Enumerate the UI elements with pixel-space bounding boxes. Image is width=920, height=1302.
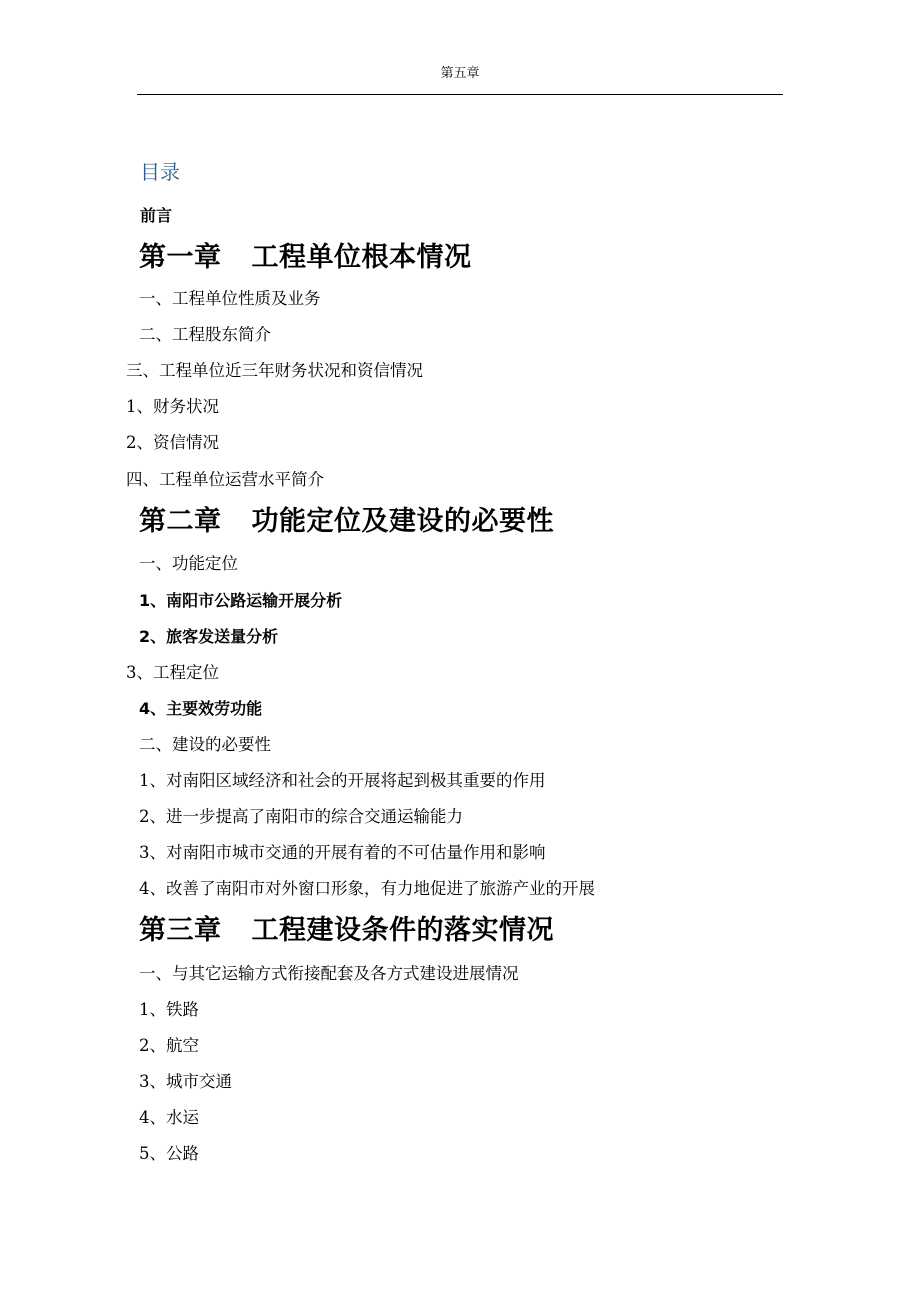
toc-preface: 前言 <box>140 206 173 225</box>
toc-entry: 3、城市交通 <box>139 1072 232 1091</box>
toc-entry: 一、与其它运输方式衔接配套及各方式建设进展情况 <box>139 964 519 983</box>
toc-entry: 二、建设的必要性 <box>139 735 271 754</box>
toc-entry: 1、铁路 <box>139 1000 199 1019</box>
toc-entry: 1、财务状况 <box>126 397 219 416</box>
toc-entry: 4、改善了南阳市对外窗口形象，有力地促进了旅游产业的开展 <box>139 879 595 898</box>
toc-entry: 四、工程单位运营水平简介 <box>126 470 324 489</box>
header-divider <box>137 94 783 95</box>
chapter-2-title: 功能定位及建设的必要性 <box>251 506 554 537</box>
toc-entry: 一、工程单位性质及业务 <box>139 289 321 308</box>
chapter-1-number: 第一章 <box>139 242 222 273</box>
toc-entry: 2、航空 <box>139 1036 199 1055</box>
chapter-1-heading <box>139 241 472 275</box>
toc-entry: 二、工程股东简介 <box>139 325 271 344</box>
chapter-1-title: 工程单位根本情况 <box>251 242 472 273</box>
chapter-2-number: 第二章 <box>139 506 222 537</box>
toc-entry: 3、工程定位 <box>126 663 219 682</box>
chapter-3-title: 工程建设条件的落实情况 <box>251 915 554 946</box>
toc-entry: 4、水运 <box>139 1108 199 1127</box>
toc-title: 目录 <box>140 160 180 184</box>
toc-entry: 1、对南阳区域经济和社会的开展将起到极其重要的作用 <box>139 771 546 790</box>
toc-entry: 3、对南阳市城市交通的开展有着的不可估量作用和影响 <box>139 843 546 862</box>
toc-entry: 2、资信情况 <box>126 433 219 452</box>
toc-entry: 2、旅客发送量分析 <box>139 627 279 646</box>
page-header-title: 第五章 <box>440 66 480 81</box>
toc-entry: 5、公路 <box>139 1144 199 1163</box>
toc-entry: 2、进一步提高了南阳市的综合交通运输能力 <box>139 807 463 826</box>
chapter-2-heading <box>139 505 554 539</box>
chapter-3-heading <box>139 914 554 948</box>
toc-entry: 4、主要效劳功能 <box>139 699 263 718</box>
chapter-3-number: 第三章 <box>139 915 222 946</box>
toc-entry: 1、南阳市公路运输开展分析 <box>139 591 343 610</box>
toc-entry: 三、工程单位近三年财务状况和资信情况 <box>126 361 423 380</box>
toc-entry: 一、功能定位 <box>139 554 238 573</box>
